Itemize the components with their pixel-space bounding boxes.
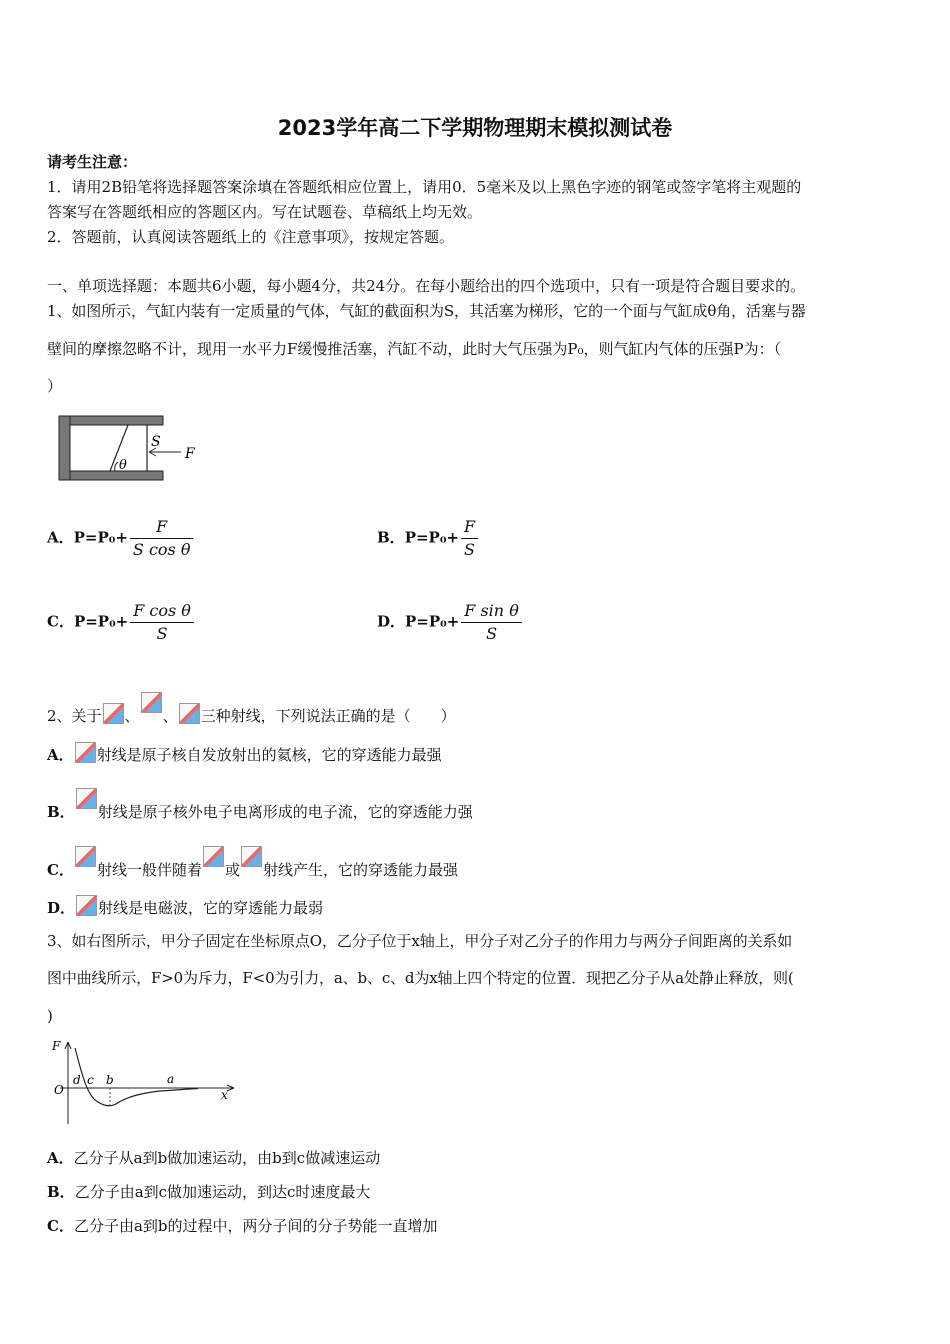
- beta-symbol-image-icon: [141, 692, 162, 713]
- graph-label-d: d: [73, 1073, 81, 1087]
- q1-stem-line-1: 1、如图所示，气缸内装有一定质量的气体，气缸的截面积为S，其活塞为梯形，它的一个面与气缸成θ角，活塞与器: [47, 302, 806, 320]
- q3-option-c[interactable]: [47, 1215, 438, 1237]
- graph-label-f: F: [52, 1039, 61, 1053]
- section-1-heading: 一、单项选择题：本题共6小题，每小题4分，共24分。在每小题给出的四个选项中，只有一项是符合题目要求的。: [47, 277, 806, 295]
- ray-symbol-image-icon: [203, 846, 224, 867]
- graph-label-x: x: [221, 1088, 228, 1102]
- q2-separator: 、: [162, 707, 178, 725]
- q1-option-c-prefix: P=P₀+: [73, 612, 129, 631]
- q1-option-d-fraction: [461, 600, 522, 645]
- q2-stem-prefix: 2、关于: [47, 707, 102, 725]
- cylinder-bottom-wall: [59, 471, 163, 480]
- q2-option-b-label: B．: [47, 803, 75, 821]
- notice-item-1-line-2: 答案写在答题纸相应的答题区内。写在试题卷、草稿纸上均无效。: [47, 203, 483, 221]
- graph-label-a: a: [167, 1072, 175, 1086]
- fraction-numerator: F cos θ: [133, 601, 191, 620]
- fraction-denominator: S cos θ: [130, 538, 194, 561]
- q2-option-c[interactable]: [47, 846, 458, 881]
- q1-option-d[interactable]: [377, 600, 522, 645]
- q1-option-a-fraction: [130, 516, 194, 561]
- ray-symbol-image-icon: [76, 788, 97, 809]
- q3-option-b-text: 乙分子由a到c做加速运动，到达c时速度最大: [74, 1183, 371, 1201]
- q1-option-b-fraction: [461, 516, 478, 561]
- fraction-numerator: F: [156, 517, 168, 536]
- q2-option-a[interactable]: [47, 742, 442, 766]
- alpha-symbol-image-icon: [103, 703, 124, 724]
- theta-label: θ: [119, 458, 127, 473]
- q2-option-c-or: 或: [224, 861, 240, 879]
- q1-option-d-label: D．: [377, 612, 406, 631]
- cylinder-top-wall: [59, 416, 163, 425]
- fraction-denominator: S: [130, 622, 194, 645]
- notice-item-1-line-1: 1．请用2B铅笔将选择题答案涂填在答题纸相应位置上，请用0．5毫米及以上黑色字迹的钢笔或签字笔将主观题的: [47, 178, 802, 196]
- q1-option-d-prefix: P=P₀+: [405, 612, 460, 631]
- q3-stem-line-1: 3、如右图所示，甲分子固定在坐标原点O，乙分子位于x轴上，甲分子对乙分子的作用力与两分子间距离的关系如: [47, 932, 793, 950]
- q2-option-d-text: 射线是电磁波，它的穿透能力最弱: [98, 899, 324, 917]
- q2-option-c-text-2: 射线产生，它的穿透能力最强: [262, 861, 458, 879]
- q2-option-d[interactable]: [47, 895, 323, 919]
- q1-option-a[interactable]: [47, 516, 193, 561]
- graph-label-b: b: [106, 1073, 114, 1087]
- q2-option-b-text: 射线是原子核外电子电离形成的电子流，它的穿透能力强: [97, 803, 473, 821]
- q2-option-b[interactable]: [47, 788, 473, 823]
- q2-option-c-text-1: 射线一般伴随着: [96, 861, 202, 879]
- q2-stem-suffix: 三种射线，下列说法正确的是（ ）: [200, 707, 456, 725]
- fraction-numerator: F sin θ: [464, 601, 519, 620]
- q3-option-c-text: 乙分子由a到b的过程中，两分子间的分子势能一直增加: [73, 1217, 438, 1235]
- q1-option-c[interactable]: [47, 600, 194, 645]
- ray-symbol-image-icon: [75, 846, 96, 867]
- q3-option-a[interactable]: [47, 1147, 380, 1169]
- q3-option-a-text: 乙分子从a到b做加速运动，由b到c做减速运动: [73, 1149, 381, 1167]
- notice-item-2: 2．答题前，认真阅读答题纸上的《注意事项》，按规定答题。: [47, 228, 455, 246]
- ray-symbol-image-icon: [75, 742, 96, 763]
- theta-arc: [115, 462, 118, 471]
- q2-stem: [47, 692, 456, 727]
- q3-option-b-label: B．: [47, 1183, 75, 1201]
- ray-symbol-image-icon: [76, 895, 97, 916]
- q1-stem-line-3: ）: [47, 377, 63, 395]
- q2-option-c-label: C．: [47, 861, 74, 879]
- q2-option-d-label: D．: [47, 899, 76, 917]
- q1-option-c-fraction: [130, 600, 194, 645]
- q3-option-c-label: C．: [47, 1217, 74, 1235]
- q2-separator: 、: [124, 707, 140, 725]
- graph-label-c: c: [87, 1073, 94, 1087]
- ray-symbol-image-icon: [241, 846, 262, 867]
- q1-option-a-prefix: P=P₀+: [73, 528, 128, 547]
- s-label: S: [151, 434, 161, 450]
- q1-cylinder-figure: [55, 412, 205, 484]
- fraction-numerator: F: [463, 517, 476, 536]
- q3-option-b[interactable]: [47, 1181, 370, 1203]
- gamma-symbol-image-icon: [179, 703, 200, 724]
- q3-option-a-label: A．: [47, 1149, 74, 1167]
- q1-option-c-label: C．: [47, 612, 74, 631]
- q2-option-a-text: 射线是原子核自发放射出的氦核，它的穿透能力最强: [96, 746, 442, 764]
- fraction-denominator: S: [461, 622, 522, 645]
- cylinder-end-wall: [59, 416, 70, 480]
- fraction-denominator: S: [461, 538, 478, 561]
- graph-label-o: O: [54, 1083, 64, 1097]
- q1-stem-line-2: 壁间的摩擦忽略不计，现用一水平力F缓慢推活塞，汽缸不动，此时大气压强为P₀，则气缸内气体的压强P为：（: [47, 340, 782, 358]
- notice-heading: 请考生注意：: [47, 153, 138, 171]
- q1-option-a-label: A．: [47, 528, 74, 547]
- q3-stem-line-3: ): [47, 1007, 53, 1025]
- q3-force-distance-graph: [48, 1036, 238, 1128]
- f-label: F: [185, 446, 195, 462]
- page-title: 2023学年高二下学期物理期末模拟测试卷: [277, 116, 673, 140]
- q1-option-b-label: B．: [377, 528, 405, 547]
- q1-option-b[interactable]: [377, 516, 478, 561]
- q3-stem-line-2: 图中曲线所示，F>0为斥力，F<0为引力，a、b、c、d为x轴上四个特定的位置．现把乙分子从a处静止释放，则(: [47, 969, 794, 987]
- q1-option-b-prefix: P=P₀+: [404, 528, 459, 547]
- q2-option-a-label: A．: [47, 746, 74, 764]
